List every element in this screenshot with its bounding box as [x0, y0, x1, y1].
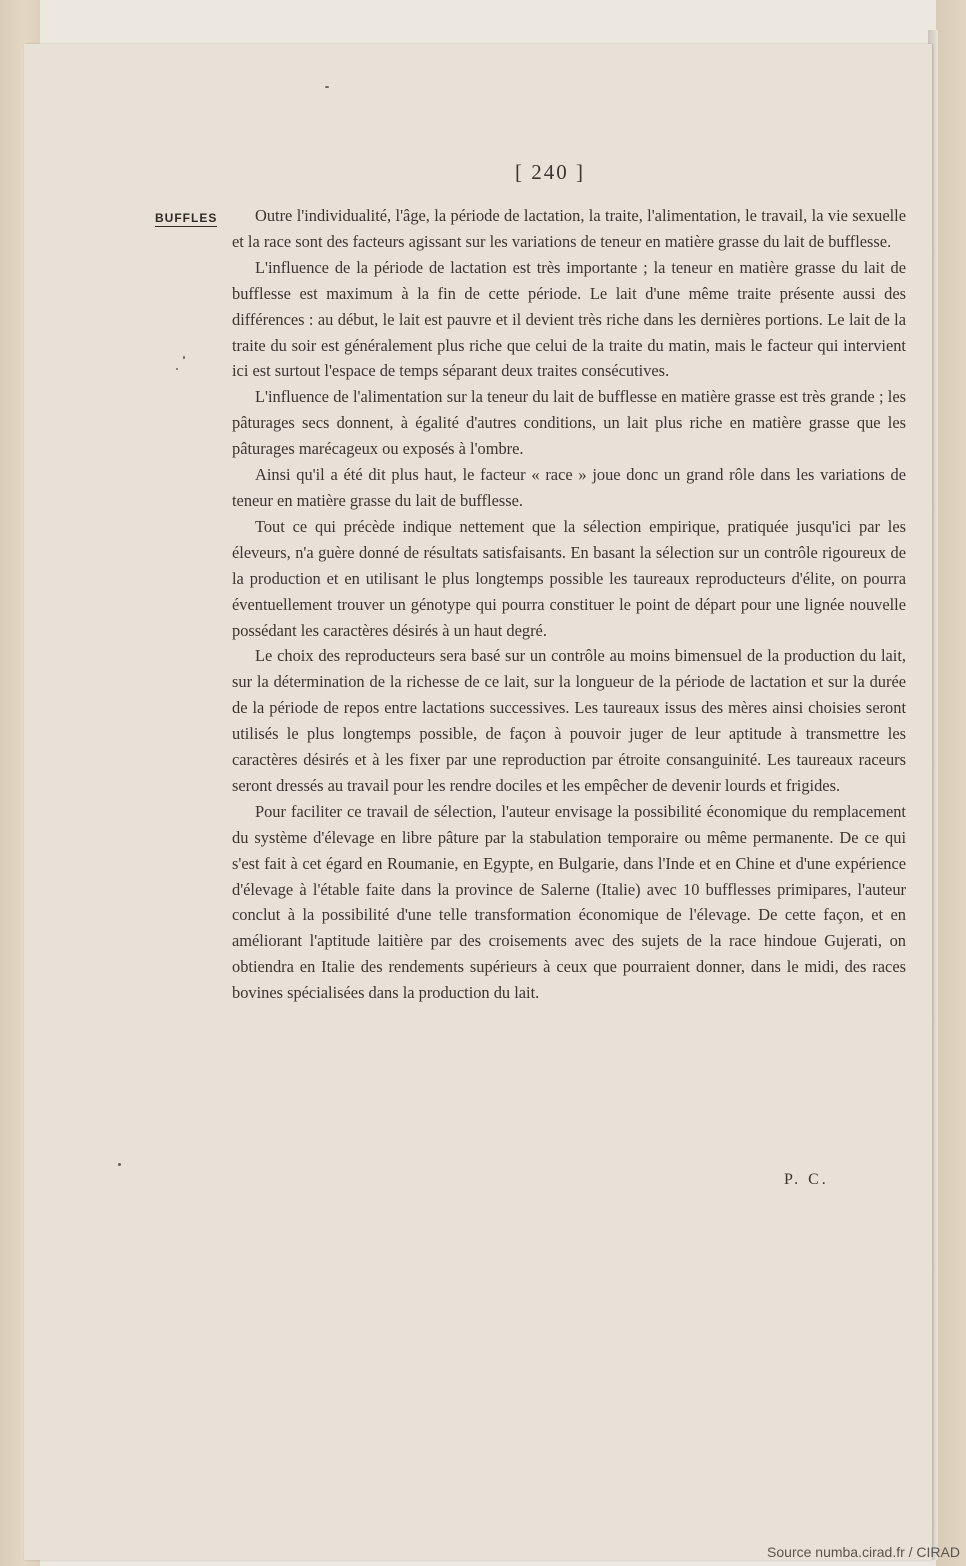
paragraph: L'influence de la période de lactation est très importante ; la teneur en matière grasse du lait de bufflesse est maximum à la fin de cette période. Le lait d'une même traite présente aussi des différences : au début, le lait est pauvre et il devient très riche dans les dernières portions. Le lait de la traite du soir est généralement plus riche que celui de la traite du matin, mais le facteur qui intervient ici est surtout l'espace de temps séparant deux traites consécutives.: [232, 257, 906, 381]
ink-speck: [176, 368, 178, 370]
paragraph: Le choix des reproducteurs sera basé sur un contrôle au moins bimensuel de la production du lait, sur la détermination de la richesse de ce lait, sur la longueur de la période de lactation et sur la durée de la période de repos entre lactations successives. Les taureaux issus des mères ainsi choisies seront utilisés le plus longtemps possible, de façon à pouvoir juger de leur aptitude à transmettre les caractères désirés et à les fixer par une reproduction par étroite consanguinité. Les taureaux raceurs seront dressés au travail pour les rendre dociles et les empêcher de devenir lourds et frigides.: [232, 646, 906, 795]
paragraph: Outre l'individualité, l'âge, la période de lactation, la traite, l'alimentation, le travail, la vie sexuelle et la race sont des facteurs agissant sur les variations de teneur en matière grasse du lait de bufflesse.: [232, 206, 906, 251]
paragraph: Pour faciliter ce travail de sélection, l'auteur envisage la possibilité économique du remplacement du système d'élevage en libre pâture par la stabulation temporaire ou même permanente. De ce qui s'est fait à cet égard en Roumanie, en Egypte, en Bulgarie, dans l'Inde et en Chine et d'une expérience d'élevage à l'étable faite dans la province de Salerne (Italie) avec 10 bufflesses primipares, l'auteur conclut à la possibilité d'une telle transformation économique de l'élevage. De cette façon, et en améliorant l'aptitude laitière par des croisements avec des sujets de la race hindoue Gujerati, on obtiendra en Italie des rendements supérieurs à ceux que pourraient donner, dans le midi, des races bovines spécialisées dans la production du lait.: [232, 801, 906, 1003]
page-number: [ 240 ]: [515, 160, 585, 184]
source-credit: Source numba.cirad.fr / CIRAD: [767, 1544, 960, 1560]
paragraph: L'influence de l'alimentation sur la teneur du lait de bufflesse en matière grasse est très grande ; les pâturages secs donnent, à égalité d'autres conditions, un lait plus riche en matière grasse que les pâturages marécageux ou exposés à l'ombre.: [232, 387, 906, 459]
article-body: [232, 203, 906, 1006]
ink-speck: [325, 86, 329, 88]
section-label: BUFFLES: [155, 211, 218, 225]
paragraph: Tout ce qui précède indique nettement que la sélection empirique, pratiquée jusqu'ici par les éleveurs, n'a guère donné de résultats satisfaisants. En basant la sélection sur un contrôle rigoureux de la production et en utilisant le plus longtemps possible les taureaux reproducteurs d'élite, on pourra éventuellement trouver un génotype qui pourra constituer le point de départ pour une lignée nouvelle possédant les caractères désirés à un haut degré.: [232, 516, 906, 640]
ink-speck: [183, 356, 185, 359]
binding-edge-right: [936, 0, 966, 1566]
author-initials: P. C.: [784, 1171, 829, 1188]
paragraph: Ainsi qu'il a été dit plus haut, le facteur « race » joue donc un grand rôle dans les variations de teneur en matière grasse du lait de bufflesse.: [232, 465, 906, 510]
ink-speck: [118, 1163, 121, 1166]
